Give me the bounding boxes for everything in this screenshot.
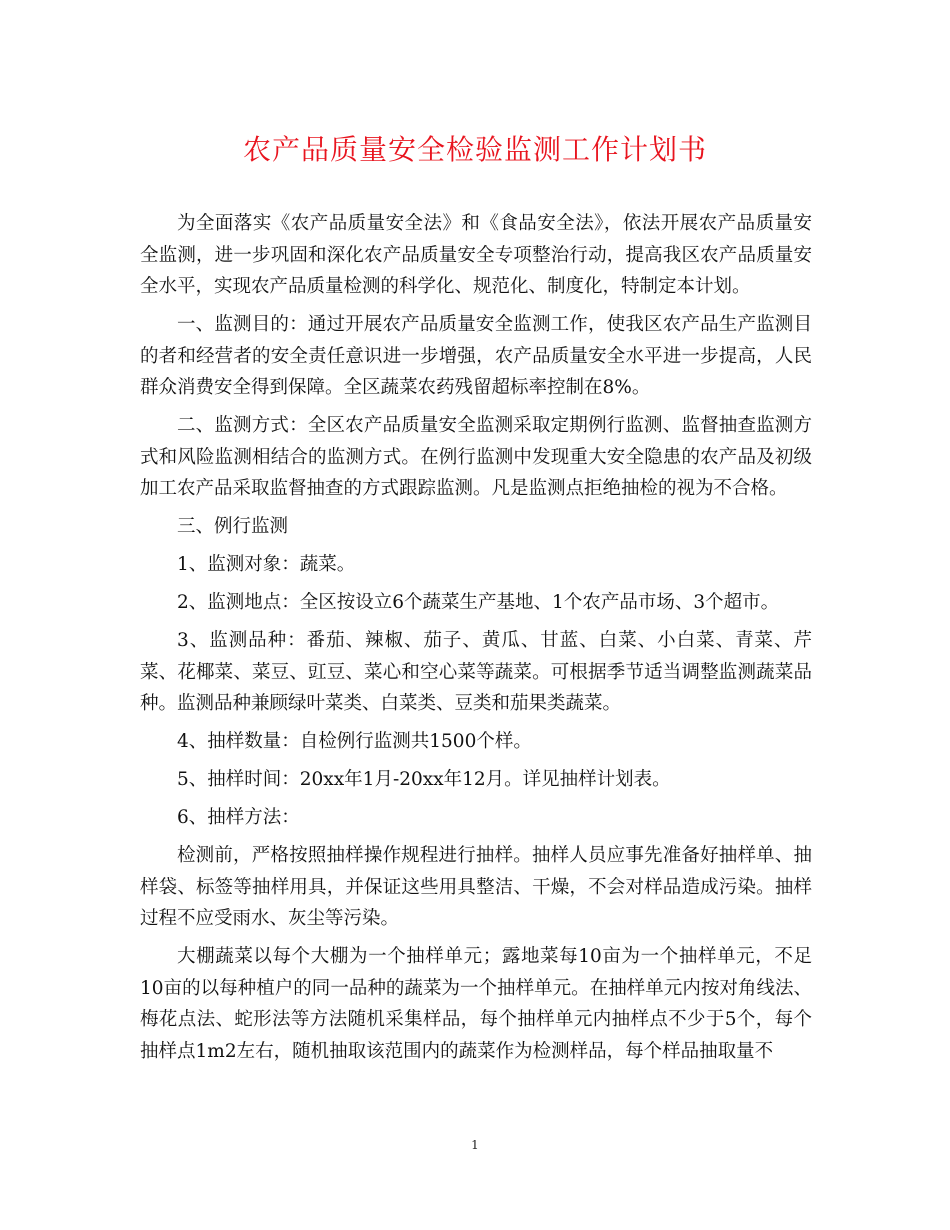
- paragraph-section-2: 二、监测方式：全区农产品质量安全监测采取定期例行监测、监督抽查监测方式和风险监测相结合的监测方式。在例行监测中发现重大安全隐患的农产品及初级加工农产品采取监督抽查的方式跟踪监测。凡是监测点拒绝抽检的视为不合格。: [140, 415, 812, 499]
- document-title: 农产品质量安全检验监测工作计划书: [242, 133, 707, 166]
- paragraph-section-1: 一、监测目的：通过开展农产品质量安全监测工作，使我区农产品生产监测目的者和经营者的安全责任意识进一步增强，农产品质量安全水平进一步提高，人民群众消费安全得到保障。全区蔬菜农药残留超标率控制在8%。: [140, 314, 812, 398]
- paragraph-sampling-prep: 检测前，严格按照抽样操作规程进行抽样。抽样人员应事先准备好抽样单、抽样袋、标签等抽样用具，并保证这些用具整洁、干燥，不会对样品造成污染。抽样过程不应受雨水、灰尘等污染。: [140, 845, 812, 929]
- paragraph-intro: 为全面落实《农产品质量安全法》和《食品安全法》，依法开展农产品质量安全监测，进一步巩固和深化农产品质量安全专项整治行动，提高我区农产品质量安全水平，实现农产品质量检测的科学化、规范化、制度化，特制定本计划。: [140, 213, 812, 297]
- paragraph-item-4: 4、抽样数量：自检例行监测共1500个样。: [177, 731, 532, 752]
- paragraph-sampling-units: 大棚蔬菜以每个大棚为一个抽样单元；露地菜每10亩为一个抽样单元，不足10亩的以每种植户的同一品种的蔬菜为一个抽样单元。在抽样单元内按对角线法、梅花点法、蛇形法等方法随机采集样品，每个抽样单元内抽样点不少于5个，每个抽样点1m2左右，随机抽取该范围内的蔬菜作为检测样品，每个样品抽取量不: [140, 946, 812, 1062]
- paragraph-item-5: 5、抽样时间：20xx年1月-20xx年12月。详见抽样计划表。: [177, 769, 671, 790]
- paragraph-item-6: 6、抽样方法：: [177, 807, 300, 828]
- document-body: [140, 208, 812, 1074]
- page-number: 1: [471, 1138, 479, 1152]
- paragraph-item-2: 2、监测地点：全区按设立6个蔬菜生产基地、1个农产品市场、3个超市。: [177, 592, 780, 613]
- paragraph-item-1: 1、监测对象：蔬菜。: [177, 554, 356, 575]
- paragraph-item-3: 3、监测品种：番茄、辣椒、茄子、黄瓜、甘蓝、白菜、小白菜、青菜、芹菜、花椰菜、菜豆、豇豆、菜心和空心菜等蔬菜。可根据季节适当调整监测蔬菜品种。监测品种兼顾绿叶菜类、白菜类、豆类和茄果类蔬菜。: [140, 630, 812, 714]
- paragraph-section-3-heading: 三、例行监测: [177, 516, 289, 537]
